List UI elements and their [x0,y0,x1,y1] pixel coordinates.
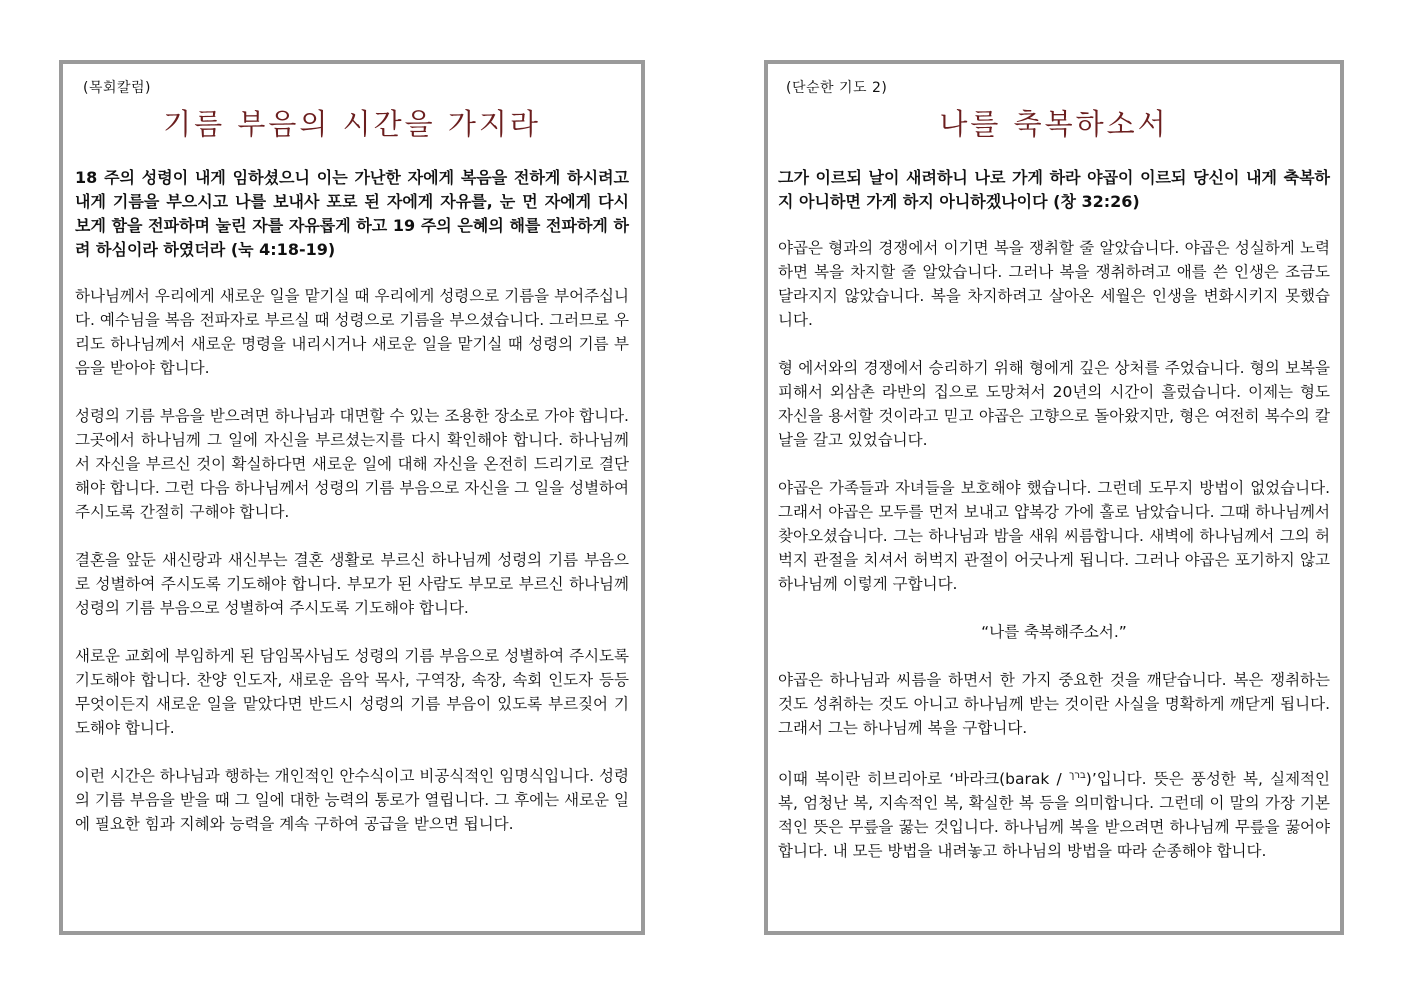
right-category-label: (단순한 기도 2) [786,80,888,96]
left-paragraph-4: 새로운 교회에 부임하게 된 담임목사님도 성령의 기름 부음으로 성별하여 주시도록 기도해야 합니다. 찬양 인도자, 새로운 음악 목사, 구역장, 속장, 속회 인도자 등등 무엇이든지 새로운 일을 맡았다면 반드시 성령의 기름 부음이 있도록 부르짖어 기도해야 합니다. [75,647,629,737]
left-column-panel [59,60,645,935]
hebrew-word: ברך [1068,770,1086,781]
right-paragraph-1: 야곱은 형과의 경쟁에서 이기면 복을 쟁취할 줄 알았습니다. 야곱은 성실하게 노력하면 복을 차지할 줄 알았습니다. 그러나 복을 쟁취하려고 애를 쓴 인생은 조금도 달라지지 않았습니다. 복을 차지하려고 살아온 세월은 인생을 변화시키지 못했습니다. [778,239,1330,329]
left-paragraph-5: 이런 시간은 하나님과 행하는 개인적인 안수식이고 비공식적인 임명식입니다. 성령의 기름 부음을 받을 때 그 일에 대한 능력의 통로가 열립니다. 그 후에는 새로운 일에 필요한 힘과 지혜와 능력을 계속 구하여 공급을 받으면 됩니다. [75,767,629,833]
left-scripture-verse: 18 주의 성령이 내게 임하셨으니 이는 가난한 자에게 복음을 전하게 하시려고 내게 기름을 부으시고 나를 보내사 포로 된 자에게 자유를, 눈 먼 자에게 다시 보게 함을 전파하며 눌린 자를 자유롭게 하고 19 주의 은혜의 해를 전파하게 하려 하심이라 하였더라 (눅 4:18-19) [75,168,629,259]
right-paragraph-3: 야곱은 가족들과 자녀들을 보호해야 했습니다. 그런데 도무지 방법이 없었습니다. 그래서 야곱은 모두를 먼저 보내고 얍복강 가에 홀로 남았습니다. 그때 하나님께서 찾아오셨습니다. 그는 하나님과 밤을 새워 씨름합니다. 새벽에 하나님께서 그의 허벅지 관절을 치셔서 허벅지 관절이 어긋나게 됩니다. 그러나 야곱은 포기하지 않고 하나님께 이렇게 구합니다. [778,479,1330,593]
right-title: 나를 축복하소서 [939,107,1169,141]
barak-text-before: 이때 복이란 히브리아로 ‘바라크(barak / [778,770,1069,788]
left-paragraph-3: 결혼을 앞둔 새신랑과 새신부는 결혼 생활로 부르신 하나님께 성령의 기름 부음으로 성별하여 주시도록 기도해야 합니다. 부모가 된 사람도 부모로 부르신 하나님께 성령의 기름 부음으로 성별하여 주시도록 기도해야 합니다. [75,551,629,617]
left-category-label: (목회칼럼) [83,80,152,96]
left-paragraph-2: 성령의 기름 부음을 받으려면 하나님과 대면할 수 있는 조용한 장소로 가야 합니다. 그곳에서 하나님께 그 일에 자신을 부르셨는지를 다시 확인해야 합니다. 하나님께서 자신을 부르신 것이 확실하다면 새로운 일에 대해 자신을 온전히 드리기로 결단해야 합니다. 그런 다음 하나님께서 성령의 기름 부음으로 자신을 그 일을 성별하여 주시도록 간절히 구해야 합니다. [75,407,629,521]
right-paragraph-5 [778,764,1330,863]
right-quote: “나를 축복해주소서.” [981,623,1127,641]
barak-text-after: )’입니다. 뜻은 풍성한 복, 실제적인 복, 엄청난 복, 지속적인 복, 확실한 복 등을 의미합니다. 그런데 이 말의 가장 기본적인 뜻은 무릎을 꿇는 것입니다. 하나님께 복을 받으려면 하나님께 무릎을 꿇어야 합니다. 내 모든 방법을 내려놓고 하나님의 방법을 따라 순종해야 합니다. [778,770,1330,860]
right-column-panel [764,60,1344,935]
left-paragraph-1: 하나님께서 우리에게 새로운 일을 맡기실 때 우리에게 성령으로 기름을 부어주십니다. 예수님을 복음 전파자로 부르실 때 성령으로 기름을 부으셨습니다. 그러므로 우리도 하나님께서 새로운 명령을 내리시거나 새로운 일을 맡기실 때 성령의 기름 부음을 받아야 합니다. [75,287,629,377]
right-paragraph-2: 형 에서와의 경쟁에서 승리하기 위해 형에게 깊은 상처를 주었습니다. 형의 보복을 피해서 외삼촌 라반의 집으로 도망쳐서 20년의 시간이 흘렀습니다. 이제는 형도 자신을 용서할 것이라고 믿고 야곱은 고향으로 돌아왔지만, 형은 여전히 복수의 칼날을 갈고 있었습니다. [778,359,1330,449]
left-title: 기름 부음의 시간을 가지라 [163,107,541,141]
right-scripture-verse: 그가 이르되 날이 새려하니 나로 가게 하라 야곱이 이르되 당신이 내게 축복하지 아니하면 가게 하지 아니하겠나이다 (창 32:26) [778,168,1330,211]
right-paragraph-4: 야곱은 하나님과 씨름을 하면서 한 가지 중요한 것을 깨닫습니다. 복은 쟁취하는 것도 성취하는 것도 아니고 하나님께 받는 것이란 사실을 명확하게 깨닫게 됩니다. 그래서 그는 하나님께 복을 구합니다. [778,671,1330,737]
